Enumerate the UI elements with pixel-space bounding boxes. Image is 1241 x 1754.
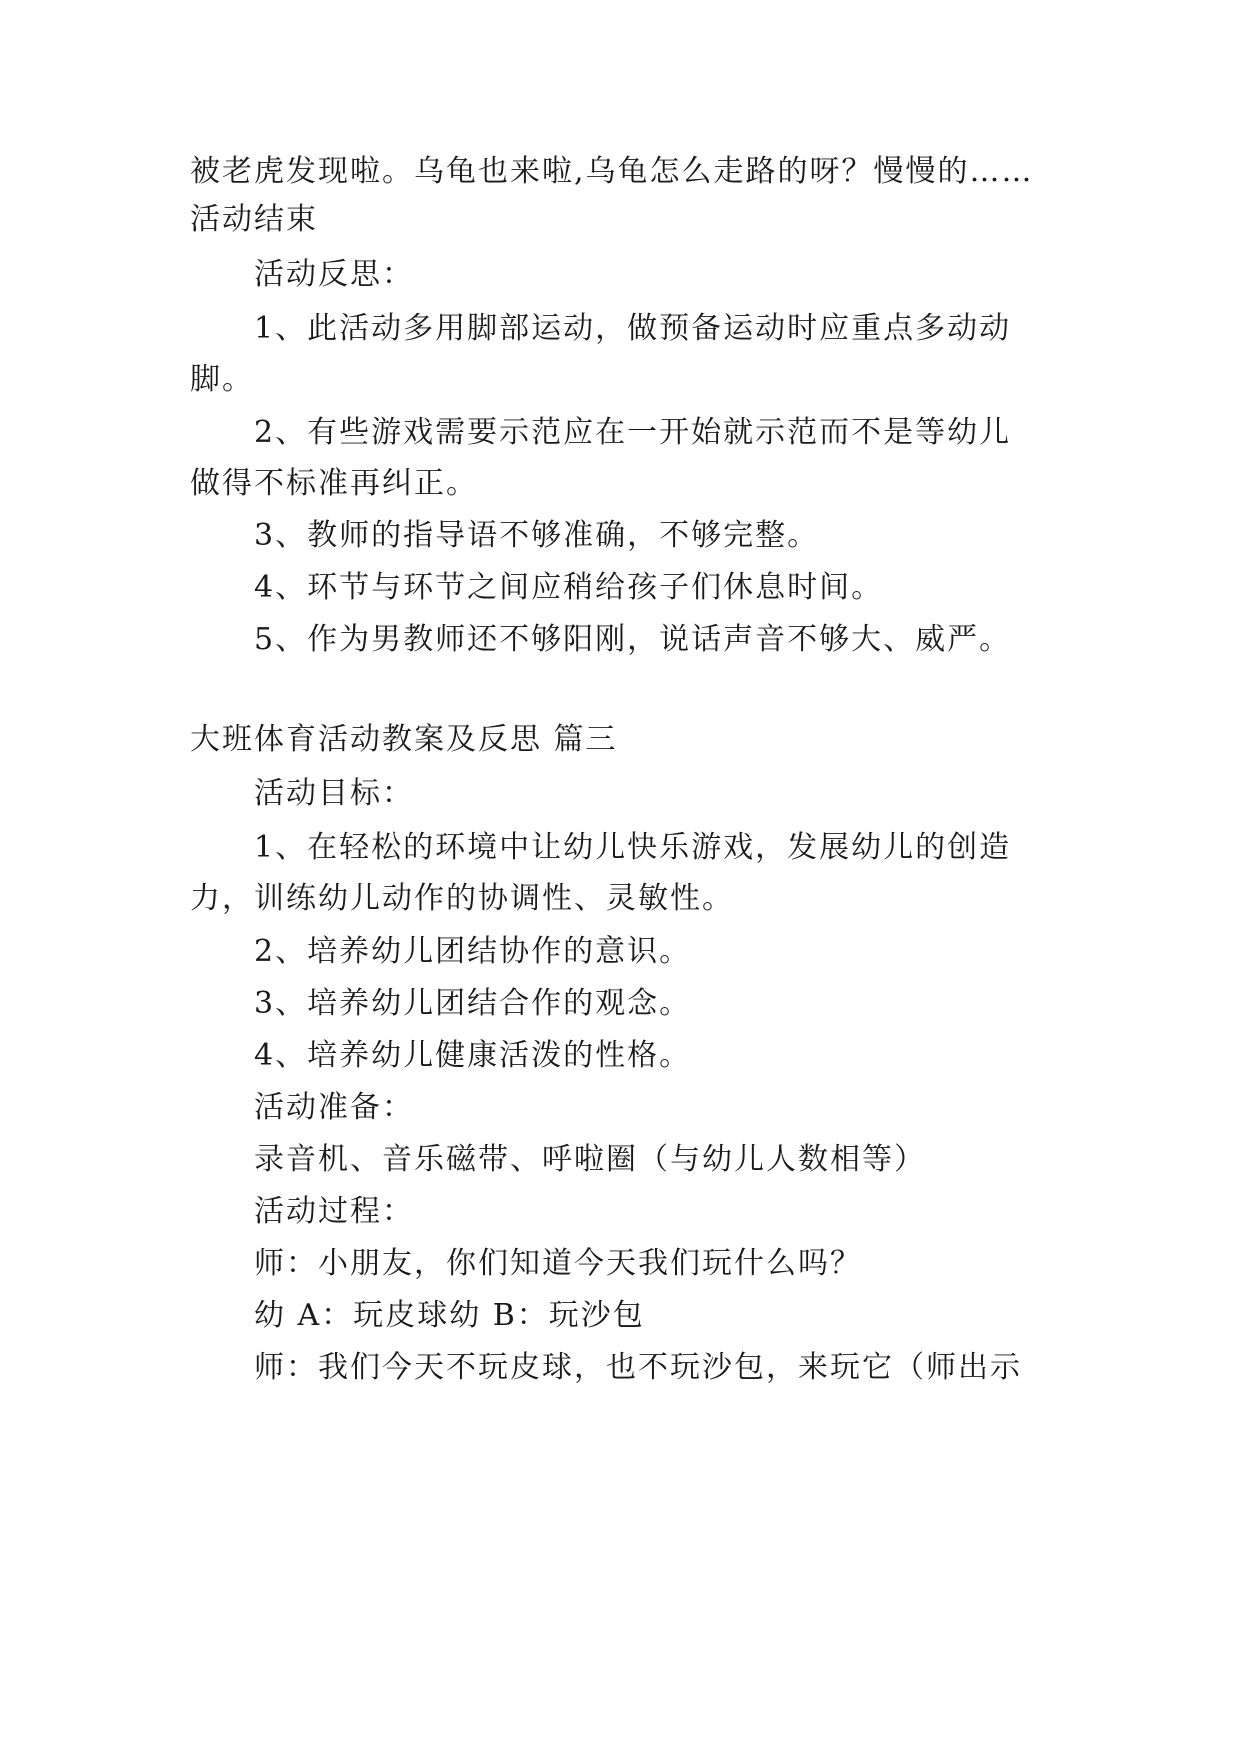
list-item-continuation: 脚。 [190,362,254,397]
list-item: 3、教师的指导语不够准确，不够完整。 [254,518,820,553]
dialogue-line: 幼 A：玩皮球幼 B：玩沙包 [254,1298,645,1333]
list-item: 5、作为男教师还不够阳刚，说话声音不够大、威严。 [254,622,1012,657]
dialogue-line: 师：小朋友，你们知道今天我们玩什么吗？ [254,1246,862,1281]
paragraph-line: 录音机、音乐磁带、呼啦圈（与幼儿人数相等） [254,1142,926,1177]
list-item: 1、此活动多用脚部运动，做预备运动时应重点多动动 [254,311,1012,346]
article-title: 大班体育活动教案及反思 篇三 [190,722,618,757]
section-heading: 活动准备： [254,1090,414,1125]
paragraph-line: 活动结束 [190,202,318,237]
list-item: 2、有些游戏需要示范应在一开始就示范而不是等幼儿 [254,415,1012,450]
list-item: 1、在轻松的环境中让幼儿快乐游戏，发展幼儿的创造 [254,830,1012,865]
list-item-continuation: 做得不标准再纠正。 [190,466,478,501]
paragraph-line: 被老虎发现啦。乌龟也来啦,乌龟怎么走路的呀？慢慢的…… [190,154,1034,189]
dialogue-line: 师：我们今天不玩皮球，也不玩沙包，来玩它（师出示 [254,1350,1022,1385]
section-heading: 活动反思： [254,257,414,292]
section-heading: 活动目标： [254,776,414,811]
list-item: 3、培养幼儿团结合作的观念。 [254,986,692,1021]
list-item: 4、环节与环节之间应稍给孩子们休息时间。 [254,570,884,605]
list-item: 2、培养幼儿团结协作的意识。 [254,934,692,969]
list-item-continuation: 力，训练幼儿动作的协调性、灵敏性。 [190,881,734,916]
section-heading: 活动过程： [254,1194,414,1229]
list-item: 4、培养幼儿健康活泼的性格。 [254,1038,692,1073]
